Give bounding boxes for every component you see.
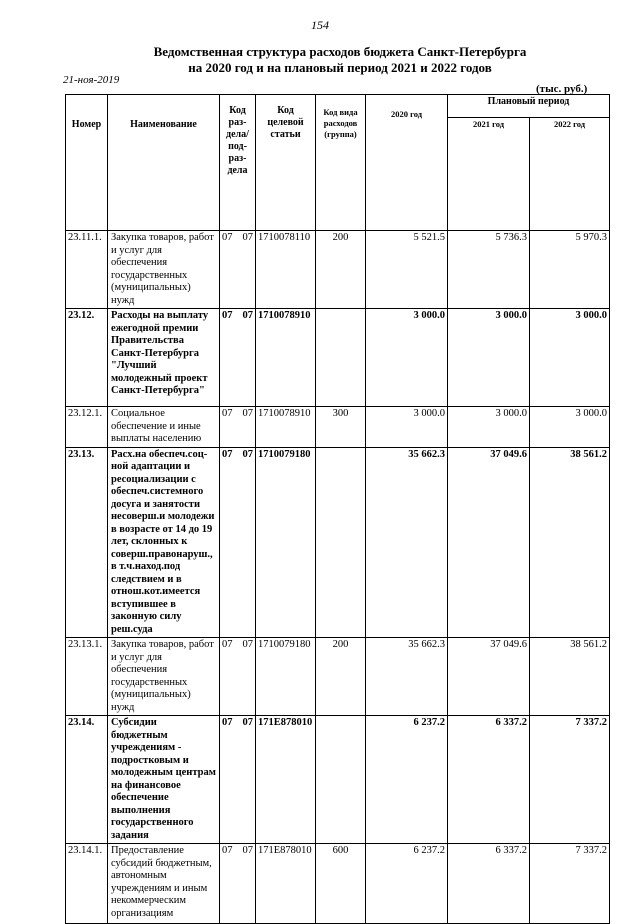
row-value-2020: 5 521.5: [366, 231, 448, 309]
row-target-code: 1710078910: [256, 407, 316, 448]
row-value-2021: 6 337.2: [448, 844, 530, 924]
col-planned-header: Плановый период: [448, 95, 610, 118]
document-date: 21-ноя-2019: [63, 74, 120, 86]
row-value-2022: 7 337.2: [530, 844, 610, 924]
row-type-code: [316, 716, 366, 844]
title-line-2: на 2020 год и на плановый период 2021 и 2022 годов: [188, 60, 492, 75]
col-2022-header: 2022 год: [530, 117, 610, 230]
row-name: Расх.на обеспеч.соц-ной адаптации и ресоциализации с обеспеч.системного досуга и занятости несоверш.и молодежи в возрасте от 14 до 19 лет, склонных к соверш.правонаруш., в т.ч.наход.под следствием и в отнош.кот.имеется вступившее в законную силу реш.суда: [108, 447, 220, 638]
row-value-2022: 38 561.2: [530, 638, 610, 716]
row-value-2021: 5 736.3: [448, 231, 530, 309]
col-2021-header: 2021 год: [448, 117, 530, 230]
row-target-code: 171E878010: [256, 716, 316, 844]
row-name: Расходы на выплату ежегодной премии Правительства Санкт-Петербурга "Лучший молодежный проект Санкт-Петербурга": [108, 309, 220, 407]
col-type-header: Код вида расходов (группа): [316, 95, 366, 231]
budget-table: [65, 94, 610, 924]
row-section-code: [220, 716, 256, 844]
row-target-code: 1710079180: [256, 447, 316, 638]
row-target-code: 1710078910: [256, 309, 316, 407]
row-number: 23.11.1.: [66, 231, 108, 309]
row-value-2020: 6 237.2: [366, 844, 448, 924]
row-number: 23.13.1.: [66, 638, 108, 716]
row-value-2021: 37 049.6: [448, 638, 530, 716]
col-number-header: Номер: [66, 95, 108, 231]
table-body: [66, 231, 610, 924]
row-subsection: 07: [242, 717, 253, 728]
row-section: 07: [222, 448, 233, 460]
col-section-header: Код раз-дела/ под-раз-дела: [220, 95, 256, 231]
row-number: 23.13.: [66, 447, 108, 638]
row-section: 07: [222, 639, 233, 650]
row-value-2020: 35 662.3: [366, 447, 448, 638]
row-type-code: 600: [316, 844, 366, 924]
row-name: Социальное обеспечение и иные выплаты населению: [108, 407, 220, 448]
row-section-code: [220, 407, 256, 448]
row-value-2021: 3 000.0: [448, 407, 530, 448]
row-name: Субсидии бюджетным учреждениям - подростковым и молодежным центрам на финансовое обеспечение выполнения государственного задания: [108, 716, 220, 844]
row-value-2022: 3 000.0: [530, 309, 610, 407]
row-section: 07: [222, 232, 233, 243]
row-type-code: 200: [316, 231, 366, 309]
row-subsection: 07: [242, 310, 253, 321]
row-value-2021: 3 000.0: [448, 309, 530, 407]
row-name: Предоставление субсидий бюджетным, автономным учреждениям и иным некоммерческим организациям: [108, 844, 220, 924]
row-number: 23.14.: [66, 716, 108, 844]
row-value-2020: 35 662.3: [366, 638, 448, 716]
row-section-code: [220, 231, 256, 309]
row-value-2020: 3 000.0: [366, 309, 448, 407]
row-subsection: 07: [242, 845, 253, 856]
page-number: 154: [311, 18, 329, 32]
row-target-code: 1710078110: [256, 231, 316, 309]
row-value-2022: 7 337.2: [530, 716, 610, 844]
table-row: [66, 407, 610, 448]
units-label: (тыс. руб.): [536, 83, 588, 95]
table-row: [66, 447, 610, 638]
row-value-2021: 37 049.6: [448, 447, 530, 638]
row-section-code: [220, 638, 256, 716]
row-type-code: 300: [316, 407, 366, 448]
row-section-code: [220, 447, 256, 638]
table-row: [66, 638, 610, 716]
col-target-header: Код целевой статьи: [256, 95, 316, 231]
row-name: Закупка товаров, работ и услуг для обеспечения государственных (муниципальных) нужд: [108, 638, 220, 716]
header-row-1: [66, 95, 610, 118]
col-2020-header: 2020 год: [366, 95, 448, 231]
row-number: 23.12.1.: [66, 407, 108, 448]
table-row: [66, 309, 610, 407]
col-name-header: Наименование: [108, 95, 220, 231]
row-number: 23.12.: [66, 309, 108, 407]
title-line-1: Ведомственная структура расходов бюджета Санкт-Петербурга: [153, 44, 527, 59]
row-section: 07: [222, 408, 233, 419]
row-value-2020: 3 000.0: [366, 407, 448, 448]
table-row: [66, 231, 610, 309]
row-section: 07: [222, 310, 233, 321]
row-type-code: 200: [316, 638, 366, 716]
row-section: 07: [222, 845, 233, 856]
row-subsection: 07: [242, 639, 253, 650]
document-title: [60, 44, 620, 76]
row-value-2022: 5 970.3: [530, 231, 610, 309]
row-target-code: 1710079180: [256, 638, 316, 716]
row-target-code: 171E878010: [256, 844, 316, 924]
row-type-code: [316, 309, 366, 407]
row-type-code: [316, 447, 366, 638]
row-section-code: [220, 309, 256, 407]
row-section-code: [220, 844, 256, 924]
table-row: [66, 716, 610, 844]
row-subsection: 07: [242, 448, 253, 460]
row-section: 07: [222, 717, 233, 728]
row-value-2022: 38 561.2: [530, 447, 610, 638]
row-number: 23.14.1.: [66, 844, 108, 924]
row-subsection: 07: [242, 408, 253, 419]
row-subsection: 07: [242, 232, 253, 243]
row-value-2020: 6 237.2: [366, 716, 448, 844]
table-row: [66, 844, 610, 924]
row-name: Закупка товаров, работ и услуг для обеспечения государственных (муниципальных) нужд: [108, 231, 220, 309]
row-value-2021: 6 337.2: [448, 716, 530, 844]
row-value-2022: 3 000.0: [530, 407, 610, 448]
